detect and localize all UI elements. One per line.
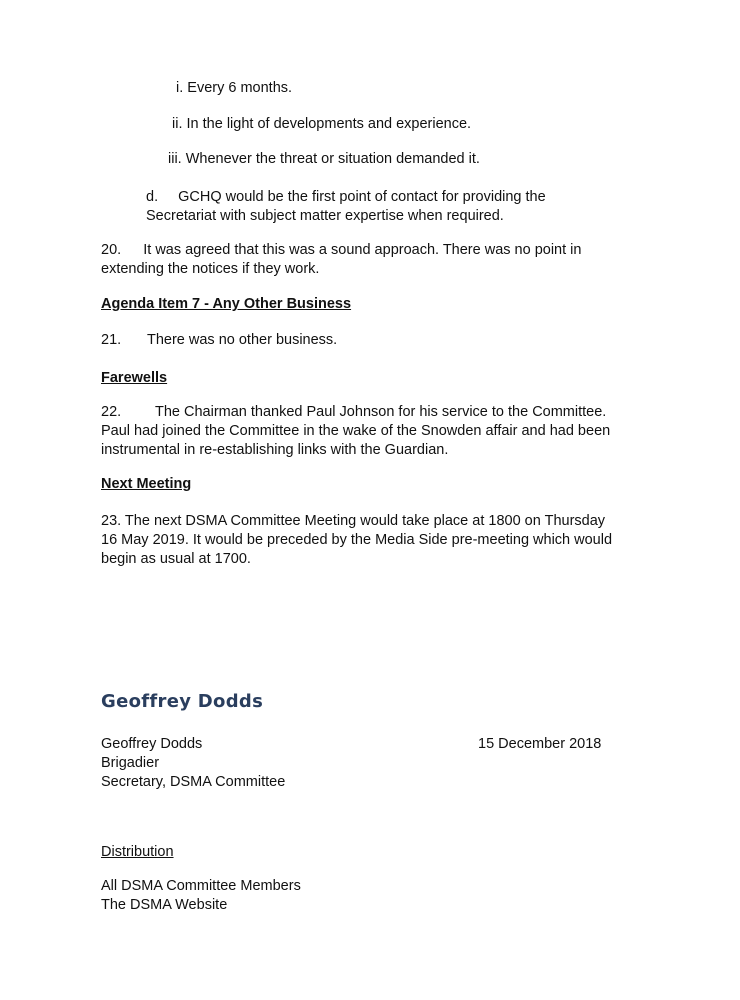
list-item [176,79,292,98]
distribution-list [101,877,301,915]
section-heading-farewells: Farewells [101,370,168,386]
list-text: Every 6 months. [187,80,293,96]
section-heading-next-meeting: Next Meeting [101,476,192,492]
list-number: ii. [172,116,183,132]
paragraph-line: It was agreed that this was a sound approach. There was no point in [143,242,582,258]
list-item [168,150,480,169]
paragraph-line: There was no other business. [146,332,338,348]
distribution-heading: Distribution [101,844,174,860]
signature: Geoffrey Dodds [101,691,264,712]
paragraph-number: 21. [101,332,122,348]
paragraph-line: begin as usual at 1700. [101,551,251,567]
paragraph-line: Secretariat with subject matter expertise when required. [146,208,504,224]
list-item [172,115,471,134]
list-item: The DSMA Website [101,897,228,913]
list-text: In the light of developments and experience. [186,116,472,132]
list-text: Whenever the threat or situation demanded it. [185,151,480,167]
paragraph-number: 22. [101,404,122,420]
list-number: iii. [168,151,182,167]
list-number: i. [176,80,184,96]
paragraph-number: d. [146,189,159,205]
paragraph-line: 23. The next DSMA Committee Meeting would take place at 1800 on Thursday [101,513,606,529]
paragraph-line: 16 May 2019. It would be preceded by the Media Side pre-meeting which would [101,532,613,548]
section-heading-aob: Agenda Item 7 - Any Other Business [101,296,352,312]
document-date: 15 December 2018 [478,736,602,752]
paragraph-21 [101,331,337,350]
paragraph-line: extending the notices if they work. [101,261,320,277]
paragraph-22 [101,403,641,460]
paragraph-line: The Chairman thanked Paul Johnson for his service to the Committee. [154,404,607,420]
paragraph-23 [101,512,641,569]
paragraph-line: GCHQ would be the first point of contact for providing the [178,189,546,205]
paragraph-line: Paul had joined the Committee in the wake of the Snowden affair and had been [101,423,611,439]
signatory-role: Secretary, DSMA Committee [101,774,286,790]
signatory-block [101,735,285,792]
paragraph-line: instrumental in re-establishing links with the Guardian. [101,442,449,458]
list-item: All DSMA Committee Members [101,878,301,894]
paragraph-d [146,188,546,226]
signatory-rank: Brigadier [101,755,160,771]
paragraph-20 [101,241,641,279]
signatory-name: Geoffrey Dodds [101,736,203,752]
paragraph-number: 20. [101,242,122,258]
